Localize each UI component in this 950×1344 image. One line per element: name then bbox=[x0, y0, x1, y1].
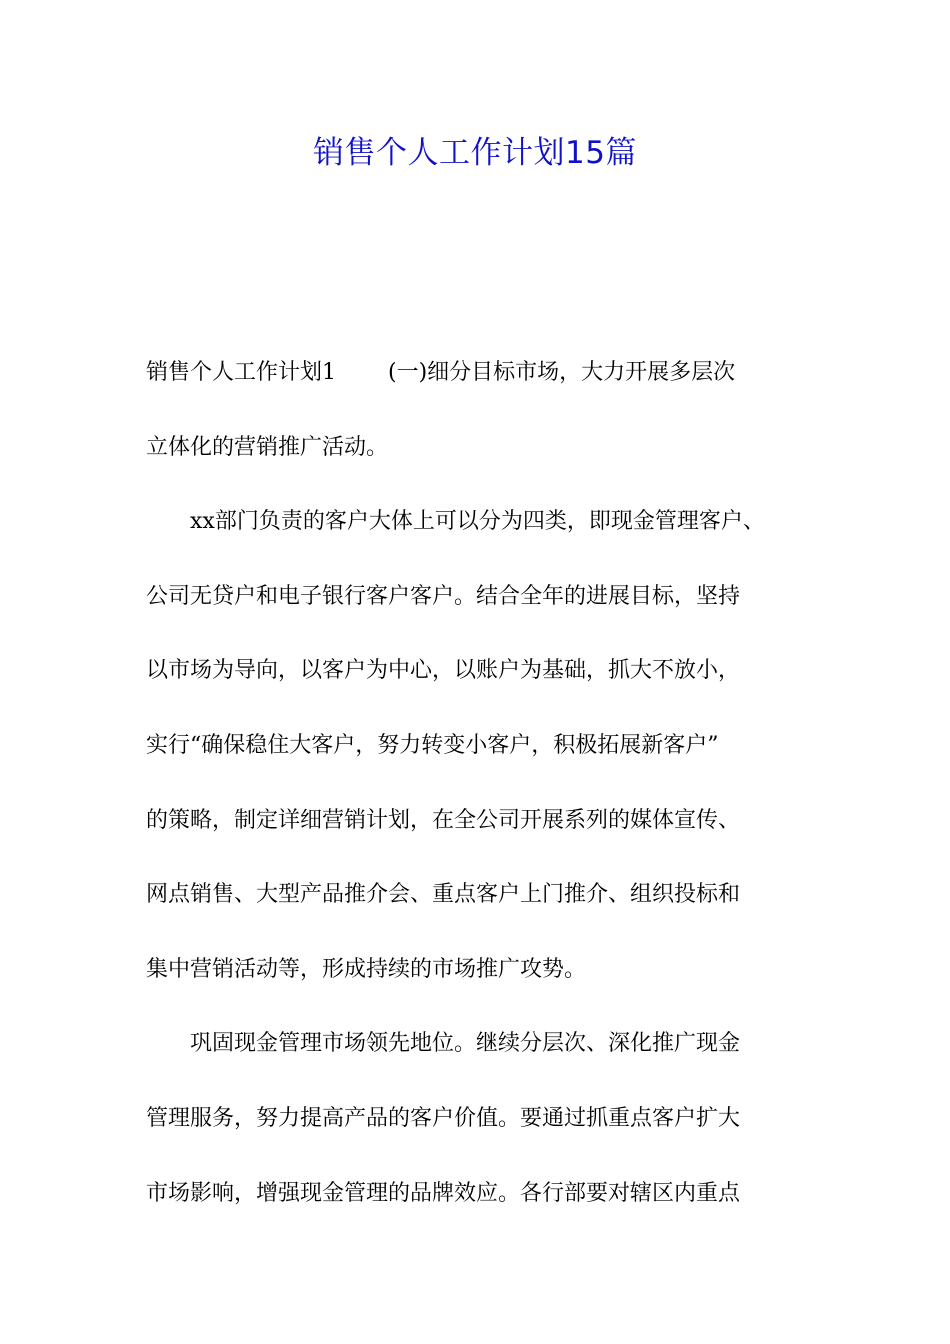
body-line: 公司无贷户和电子银行客户客户。结合全年的进展目标，坚持 bbox=[146, 583, 741, 609]
body-line: 以市场为导向，以客户为中心，以账户为基础，抓大不放小， bbox=[146, 658, 741, 684]
document-title: 销售个人工作计划15篇 bbox=[313, 135, 637, 171]
body-line: 立体化的营销推广活动。 bbox=[146, 434, 389, 460]
paragraph-first-line: 巩固现金管理市场领先地位。继续分层次、深化推广现金 bbox=[190, 1031, 741, 1057]
line-text: (一)细分目标市场，大力开展多层次 bbox=[388, 360, 736, 385]
section-label: 销售个人工作计划1 bbox=[146, 360, 336, 385]
body-line: 实行“确保稳住大客户，努力转变小客户，积极拓展新客户” bbox=[146, 732, 719, 758]
body-line: 集中营销活动等，形成持续的市场推广攻势。 bbox=[146, 956, 587, 982]
body-line: 的策略，制定详细营销计划，在全公司开展系列的媒体宣传、 bbox=[146, 807, 741, 833]
body-line: 市场影响，增强现金管理的品牌效应。各行部要对辖区内重点 bbox=[146, 1180, 741, 1206]
paragraph-first-line: xx部门负责的客户大体上可以分为四类，即现金管理客户、 bbox=[190, 509, 765, 535]
document-body bbox=[146, 336, 811, 1231]
body-line: 网点销售、大型产品推介会、重点客户上门推介、组织投标和 bbox=[146, 882, 741, 908]
body-line bbox=[146, 336, 811, 411]
body-line: 管理服务，努力提高产品的客户价值。要通过抓重点客户扩大 bbox=[146, 1105, 741, 1131]
